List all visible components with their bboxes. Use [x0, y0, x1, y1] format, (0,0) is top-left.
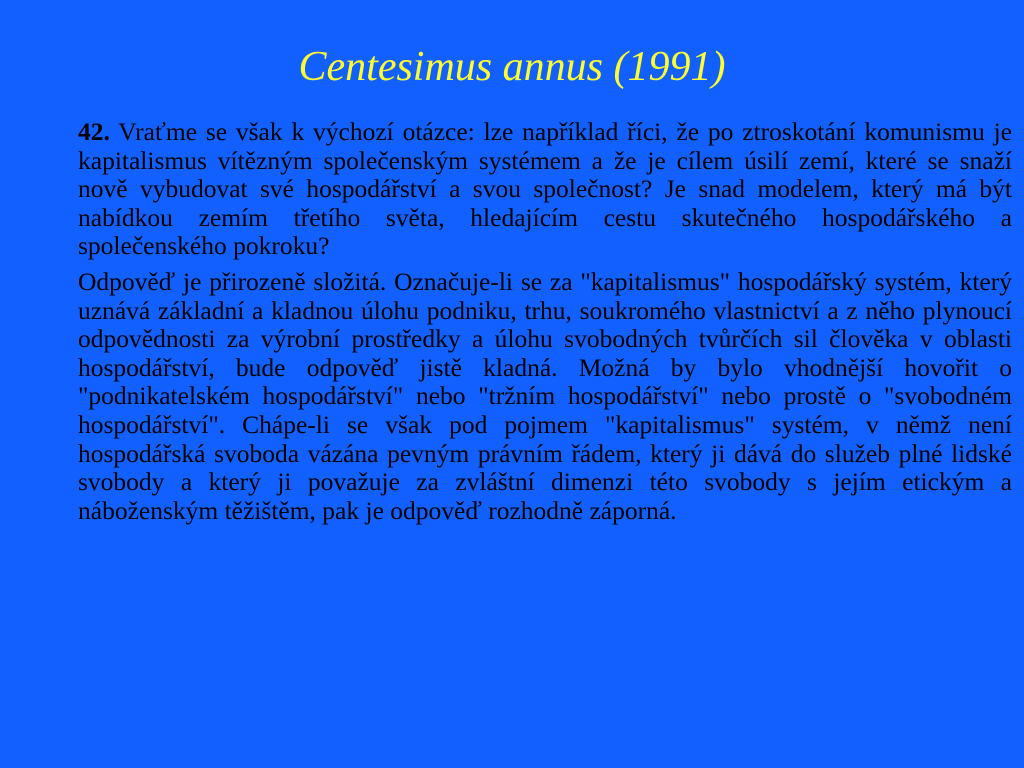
slide-title: Centesimus annus (1991)	[298, 44, 726, 90]
paragraph-text: Odpověď je přirozeně složitá. Označuje-li se za "kapitalismus" hospodářský systém, který uznává základní a kladnou úlohu podniku, trhu, soukromého vlastnictví a z něho plynoucí odpovědnosti za výrobní prostředky a úlohu svobodných tvůrčích sil člověka v oblasti hospodářství, bude odpověď jistě kladná. Možná by bylo vhodnější hovořit o "podnikatelském hospodářství" nebo "tržním hospodářství" nebo prostě o "svobodném hospodářství". Chápe-li se však pod pojmem "kapitalismus" systém, v němž není hospodářská svoboda vázána pevným právním řádem, který ji dává do služeb plné lidské svobody a který ji považuje za zvláštní dimenzi této svobody s jejím etickým a náboženským těžištěm, pak je odpověď rozhodně záporná.	[78, 266, 1012, 525]
paragraph-42	[78, 118, 1012, 261]
paragraph-number: 42.	[78, 117, 110, 146]
paragraph-text: Vraťme se však k výchozí otázce: lze například říci, že po ztroskotání komunismu je kapitalismus vítězným společenským systémem a že je cílem úsilí zemí, které se snaží nově vybudovat své hospodářství a svou společnost? Je snad modelem, který má být nabídkou zemím třetího světa, hledajícím cestu skutečného hospodářského a společenského pokroku?	[78, 117, 1012, 261]
slide-body	[78, 118, 1012, 525]
paragraph-answer	[78, 268, 1012, 525]
